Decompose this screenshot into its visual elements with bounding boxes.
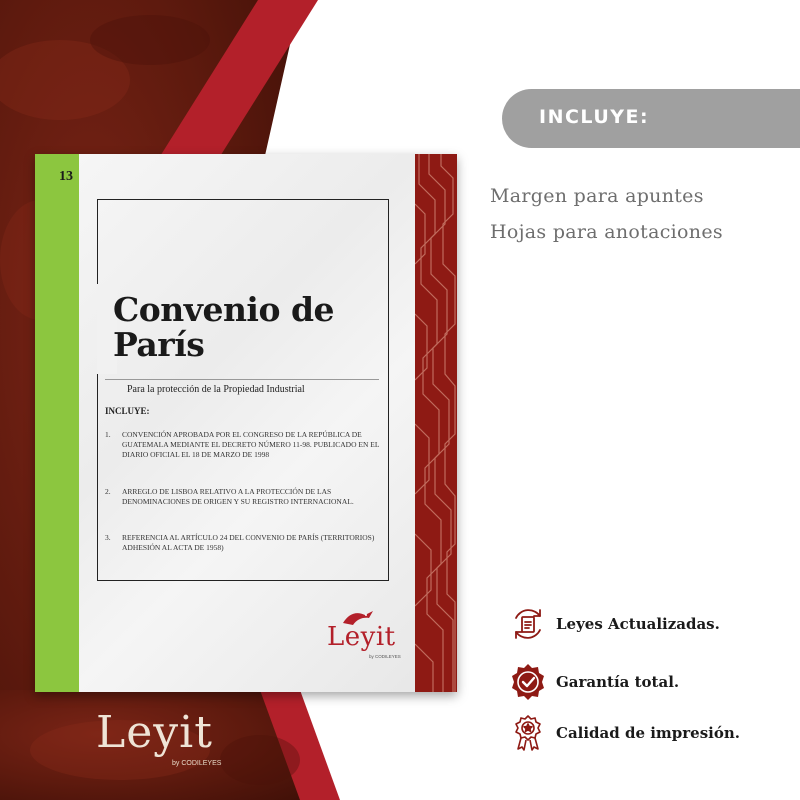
feature-updated-laws (508, 604, 788, 644)
book-include-item: 3. REFERENCIA AL ARTÍCULO 24 DEL CONVENIO DE PARÍS (TERRITORIOS) ADHESIÓN AL ACTA DE 1958) (105, 533, 375, 552)
leyit-logo: Leyit (96, 707, 213, 758)
includes-heading-pill (502, 89, 800, 148)
title-divider (105, 379, 379, 380)
includes-heading: INCLUYE: (539, 106, 650, 128)
feature-label: Garantía total. (556, 673, 680, 691)
feature-label: Calidad de impresión. (556, 724, 741, 742)
refresh-document-icon (508, 604, 548, 644)
includes-list (490, 178, 723, 250)
book-subtitle: Para la protección de la Propiedad Industrial (127, 384, 305, 395)
feature-label: Leyes Actualizadas. (556, 615, 720, 633)
includes-line: Margen para apuntes (490, 185, 704, 207)
feature-total-guarantee (508, 662, 788, 702)
award-rosette-icon (508, 713, 548, 753)
book-title: Convenio de París (113, 290, 335, 364)
book-include-item: 2. ARREGLO DE LISBOA RELATIVO A LA PROTECCIÓN DE LAS DENOMINACIONES DE ORIGEN Y SU REGISTRO INTERNACIONAL. (105, 487, 354, 506)
book-brand-logo: Leyit (327, 622, 396, 652)
feature-print-quality (508, 713, 788, 753)
leyit-byline: by CODILEYES (172, 760, 222, 767)
check-badge-icon (508, 662, 548, 702)
green-spine-strip (35, 154, 79, 692)
red-pattern-strip (415, 154, 457, 692)
book-cover (35, 154, 457, 692)
book-include-item: 1. CONVENCIÓN APROBADA POR EL CONGRESO DE LA REPÚBLICA DE GUATEMALA MEDIANTE EL DECRETO NÚMERO 11-98. PUBLICADO EN EL DIARIO OFICIAL EL 18 DE MARZO DE 1998 (105, 430, 380, 459)
includes-line: Hojas para anotaciones (490, 221, 723, 243)
book-includes-label: INCLUYE: (105, 406, 150, 416)
volume-number: 13 (59, 169, 73, 184)
book-brand-byline: by CODILEYES (369, 654, 401, 659)
